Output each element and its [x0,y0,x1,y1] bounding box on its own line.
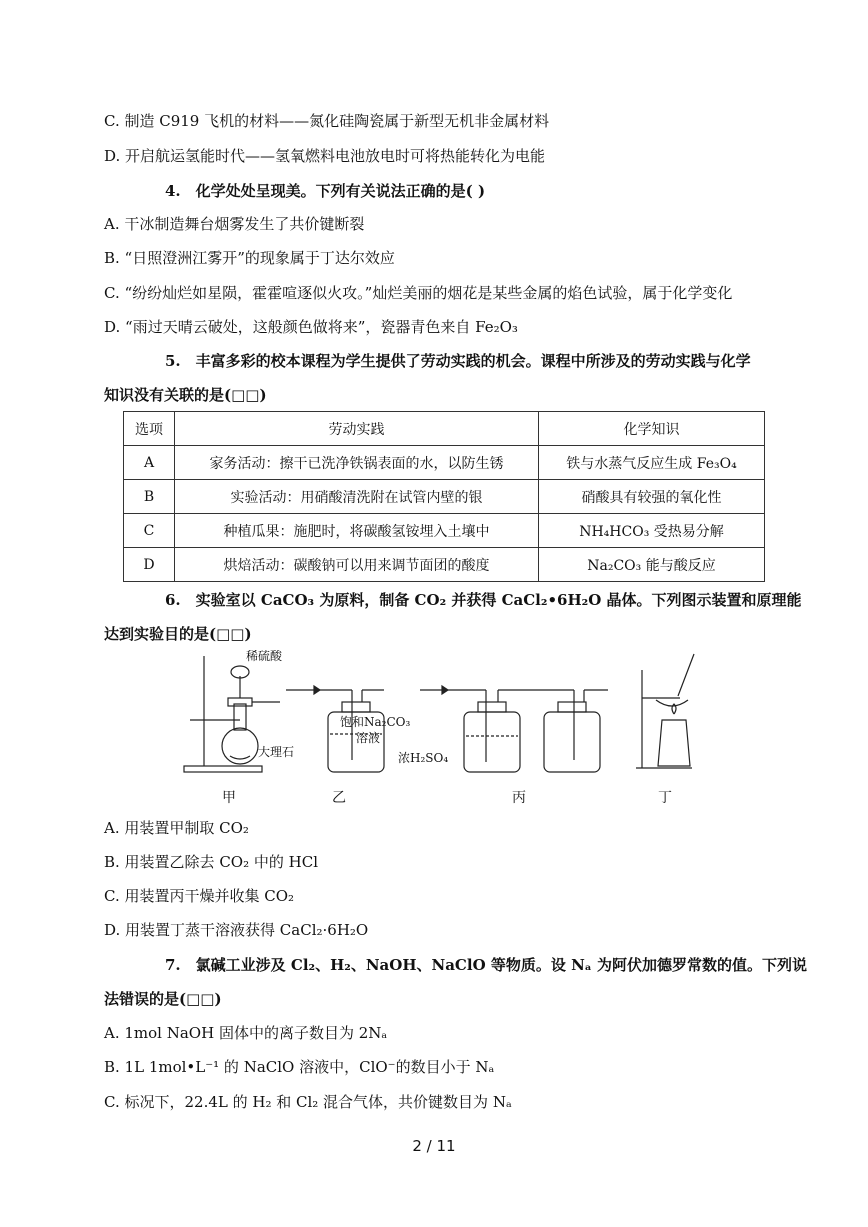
table-cell: 烘焙活动：碳酸钠可以用来调节面团的酸度 [175,548,539,582]
q6-option-d: D. 用装置丁蒸干溶液获得 CaCl₂·6H₂O [104,921,369,939]
table-cell: A [124,446,175,480]
apparatus-jia [184,650,294,772]
question-5-stem-cont: 知识没有关联的是(□□) [104,386,267,404]
table-row [124,480,765,514]
q5-table [123,411,765,582]
table-header: 选项 [124,412,175,446]
arrow-icon [420,686,448,694]
apparatus-ding [636,654,694,768]
apparatus-figure [180,650,700,780]
table-header: 劳动实践 [175,412,539,446]
table-row [124,548,765,582]
table-cell: D [124,548,175,582]
question-7-stem: 7. 氯碱工业涉及 Cl₂、H₂、NaOH、NaClO 等物质。设 Nₐ 为阿伏加德罗常数的值。下列说 [165,956,808,974]
table-cell: 硝酸具有较强的氧化性 [539,480,765,514]
apparatus-yi [320,690,410,772]
question-4-stem: 4. 化学处处呈现美。下列有关说法正确的是( ) [165,182,486,200]
option-c-line: C. 制造 C919 飞机的材料——氮化硅陶瓷属于新型无机非金属材料 [104,112,550,130]
caption-jia: 甲 [222,790,236,806]
table-cell: C [124,514,175,548]
option-d-line: D. 开启航运氢能时代——氢氧燃料电池放电时可将热能转化为电能 [104,147,546,165]
question-6-stem-cont: 达到实验目的是(□□) [104,625,252,643]
q6-option-a: A. 用装置甲制取 CO₂ [104,819,249,837]
caption-yi: 乙 [332,790,346,806]
q7-option-c: C. 标况下，22.4L 的 H₂ 和 Cl₂ 混合气体，共价键数目为 Nₐ [104,1093,512,1111]
q6-option-c: C. 用装置丙干燥并收集 CO₂ [104,887,295,905]
question-6-stem: 6. 实验室以 CaCO₃ 为原料，制备 CO₂ 并获得 CaCl₂•6H₂O 晶体。下列图示装置和原理能 [165,591,802,609]
table-cell: 铁与水蒸气反应生成 Fe₃O₄ [539,446,765,480]
table-cell: NH₄HCO₃ 受热易分解 [539,514,765,548]
label-acid: 稀硫酸 [246,650,283,663]
label-h2so4: 浓H₂SO₄ [398,751,449,765]
table-header-row [124,412,765,446]
caption-ding: 丁 [658,790,672,806]
q4-option-b: B. “日照澄洲江雾开”的现象属于丁达尔效应 [104,249,395,267]
label-marble: 大理石 [258,745,295,759]
table-row [124,446,765,480]
question-7-stem-cont: 法错误的是(□□) [104,990,222,1008]
table-cell: Na₂CO₃ 能与酸反应 [539,548,765,582]
q7-option-a: A. 1mol NaOH 固体中的离子数目为 2Nₐ [104,1024,388,1042]
q4-option-c: C. “纷纷灿烂如星陨，霍霍喧逐似火攻。”灿烂美丽的烟花是某些金属的焰色试验，属于化学变化 [104,284,733,302]
table-cell: 家务活动：擦干已洗净铁锅表面的水，以防生锈 [175,446,539,480]
label-solution: 溶液 [356,731,381,745]
table-cell: 实验活动：用硝酸清洗附在试管内壁的银 [175,480,539,514]
label-na2co3: 饱和Na₂CO₃ [340,715,411,729]
table-cell: B [124,480,175,514]
q7-option-b: B. 1L 1mol•L⁻¹ 的 NaClO 溶液中，ClO⁻的数目小于 Nₐ [104,1058,495,1076]
arrow-icon [286,686,320,694]
apparatus-bing [398,690,608,772]
q4-option-d: D. “雨过天晴云破处，这般颜色做将来”，瓷器青色来自 Fe₂O₃ [104,318,518,336]
page-number: 2 / 11 [412,1137,456,1155]
table-header: 化学知识 [539,412,765,446]
table-cell: 种植瓜果：施肥时，将碳酸氢铵埋入土壤中 [175,514,539,548]
question-5-stem: 5. 丰富多彩的校本课程为学生提供了劳动实践的机会。课程中所涉及的劳动实践与化学 [165,352,751,370]
caption-bing: 丙 [512,790,526,806]
q4-option-a: A. 干冰制造舞台烟雾发生了共价键断裂 [104,215,365,233]
table-row [124,514,765,548]
q6-option-b: B. 用装置乙除去 CO₂ 中的 HCl [104,853,319,871]
